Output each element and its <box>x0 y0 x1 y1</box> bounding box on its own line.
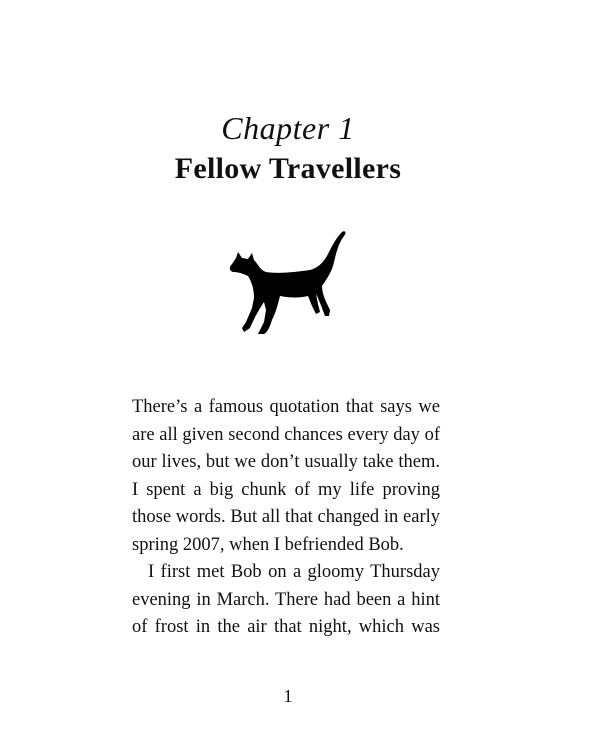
body-line: of frost in the air that night, which was <box>132 617 440 637</box>
body-line: There’s a famous quotation that says we <box>132 397 440 417</box>
chapter-body-text <box>132 394 440 642</box>
cat-silhouette-icon <box>226 228 350 336</box>
body-line: evening in March. There had been a hint <box>132 589 440 610</box>
body-line: are all given second chances every day of <box>132 424 440 445</box>
chapter-label: Chapter 1 <box>221 110 355 146</box>
body-line-paragraph-start: I first met Bob on a gloomy Thursday <box>148 562 440 582</box>
page-number: 1 <box>283 686 293 706</box>
body-line: those words. But all that changed in early <box>132 507 440 527</box>
body-line: spring 2007, when I befriended Bob. <box>132 534 404 555</box>
chapter-title: Fellow Travellers <box>174 152 402 185</box>
body-line: our lives, but we don’t usually take them. <box>132 452 440 472</box>
body-line: I spent a big chunk of my life proving <box>132 479 440 500</box>
